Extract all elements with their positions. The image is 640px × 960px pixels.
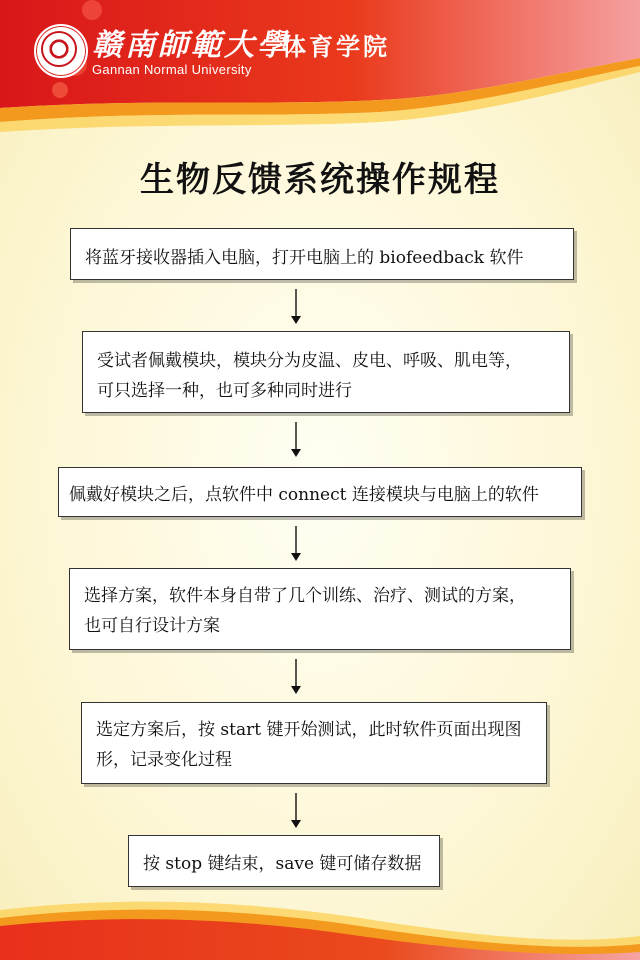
university-name-en: Gannan Normal University [92, 62, 252, 77]
flow-step-3 [58, 467, 582, 517]
university-name-cn: 赣南師範大學 [92, 28, 290, 63]
step-text: 也可自行设计方案 [84, 616, 220, 636]
step-text: 可只选择一种，也可多种同时进行 [97, 381, 352, 401]
page-title: 生物反馈系统操作规程 [140, 160, 500, 200]
university-logo [34, 24, 88, 78]
down-arrow-icon [290, 422, 302, 458]
flow-step-5 [81, 702, 547, 784]
down-arrow-icon [290, 526, 302, 562]
university-seal-icon [41, 31, 77, 67]
step-text: 选定方案后，按 start 键开始测试，此时软件页面出现图 [96, 720, 522, 740]
step-text: 形，记录变化过程 [96, 750, 232, 770]
flow-step-2 [82, 331, 570, 413]
step-text: 受试者佩戴模块，模块分为皮温、皮电、呼吸、肌电等， [97, 351, 522, 371]
step-text: 按 stop 键结束，save 键可储存数据 [143, 854, 422, 874]
down-arrow-icon [290, 793, 302, 829]
step-text: 佩戴好模块之后，点软件中 connect 连接模块与电脑上的软件 [69, 485, 539, 505]
down-arrow-icon [290, 289, 302, 325]
flow-step-4 [69, 568, 571, 650]
step-text: 选择方案，软件本身自带了几个训练、治疗、测试的方案， [84, 586, 526, 606]
flow-step-1 [70, 228, 574, 280]
down-arrow-icon [290, 659, 302, 695]
footer-wave [0, 890, 640, 960]
department-name: 体育学院 [282, 33, 390, 61]
flow-step-6 [128, 835, 440, 887]
step-text: 将蓝牙接收器插入电脑，打开电脑上的 biofeedback 软件 [85, 248, 524, 268]
